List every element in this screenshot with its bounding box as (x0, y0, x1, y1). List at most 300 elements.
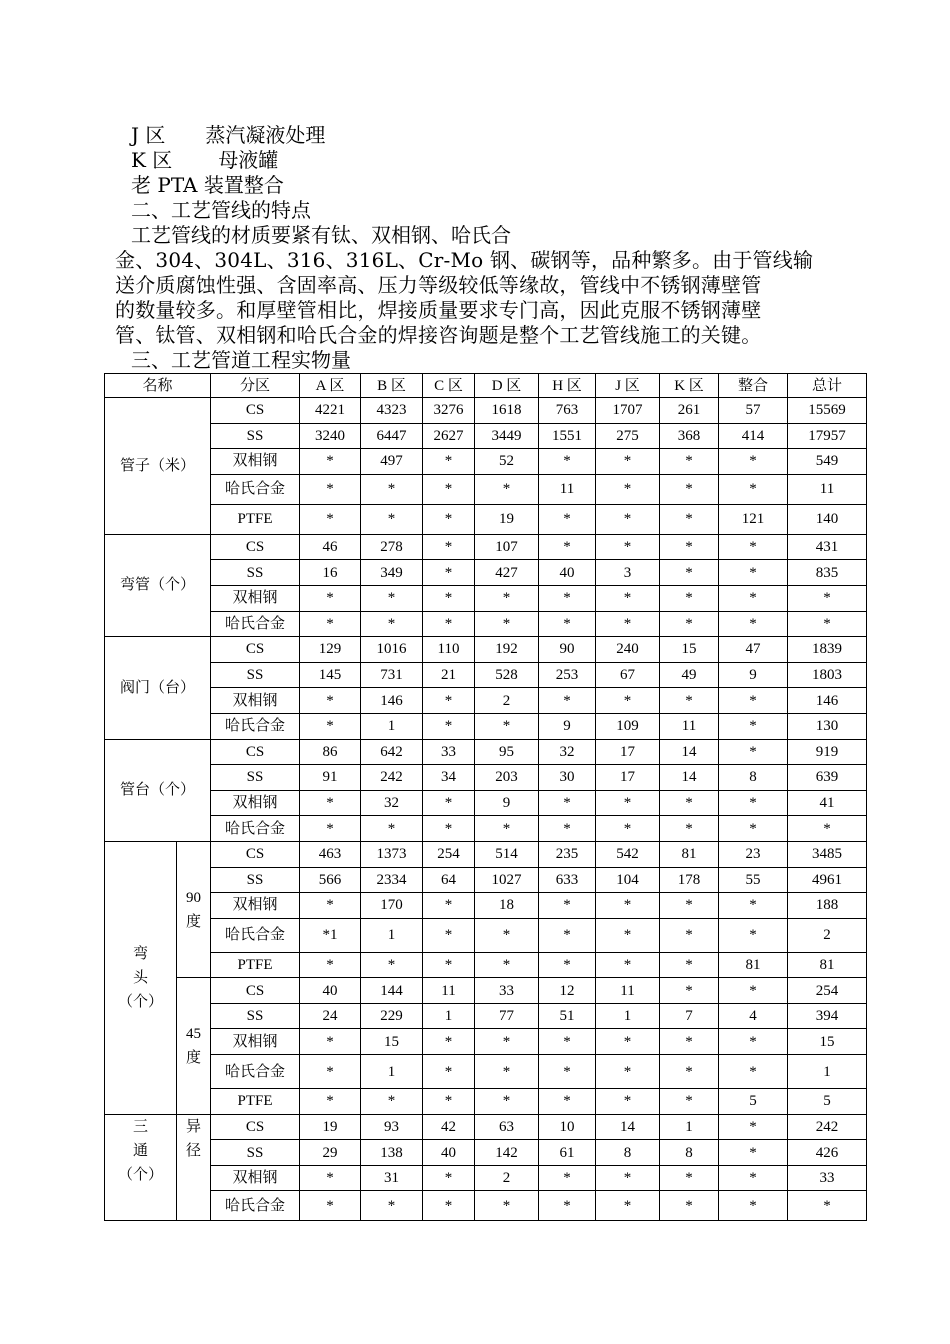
value-cell: * (423, 713, 475, 739)
value-cell: 1 (596, 1003, 660, 1029)
value-cell: 9 (539, 713, 596, 739)
value-cell: * (719, 611, 788, 637)
value-cell: 763 (539, 398, 596, 424)
value-cell: * (539, 534, 596, 560)
material-cell: 双相钢 (211, 893, 300, 919)
total-cell: 1803 (788, 662, 867, 688)
value-cell: * (475, 816, 539, 842)
area-line-j (131, 123, 325, 148)
header-cell: 总计 (788, 374, 867, 398)
value-cell: 254 (423, 841, 475, 867)
header-cell: C 区 (423, 374, 475, 398)
value-cell: * (475, 1089, 539, 1115)
total-cell: 11 (788, 474, 867, 504)
value-cell: 40 (423, 1140, 475, 1166)
value-cell: * (300, 1029, 361, 1055)
value-cell: 93 (361, 1114, 423, 1140)
value-cell: 46 (300, 534, 361, 560)
quantity-table (104, 373, 867, 1221)
value-cell: * (300, 713, 361, 739)
table-row (105, 1114, 867, 1140)
value-cell: 1027 (475, 867, 539, 893)
value-cell: * (539, 688, 596, 714)
value-cell: 5 (719, 1089, 788, 1115)
value-cell: * (423, 893, 475, 919)
value-cell: * (475, 1191, 539, 1221)
value-cell: 40 (539, 560, 596, 586)
value-cell: 349 (361, 560, 423, 586)
value-cell: * (596, 585, 660, 611)
value-cell: * (423, 1029, 475, 1055)
tee-label-cell-part: 通 (132, 1142, 148, 1159)
material-cell: SS (211, 765, 300, 791)
table-row (105, 398, 867, 424)
tee-sublabel-cell-part: 异 (185, 1118, 201, 1135)
value-cell: * (300, 1191, 361, 1221)
angle-label-cell-part: 度 (185, 913, 201, 930)
value-cell: 4221 (300, 398, 361, 424)
header-cell: J 区 (596, 374, 660, 398)
value-cell: * (660, 790, 719, 816)
value-cell: * (361, 816, 423, 842)
value-cell: * (475, 611, 539, 637)
total-cell: 1839 (788, 637, 867, 663)
value-cell: 2 (475, 1165, 539, 1191)
table-row (105, 1029, 867, 1055)
value-cell: 240 (596, 637, 660, 663)
total-cell: * (788, 1191, 867, 1221)
value-cell: 142 (475, 1140, 539, 1166)
value-cell: * (475, 918, 539, 952)
value-cell: * (660, 1089, 719, 1115)
value-cell: 170 (361, 893, 423, 919)
paragraph-line: 送介质腐蚀性强、含固率高、压力等级较低等缘故，管线中不锈钢薄壁管 (115, 273, 762, 297)
table-row (105, 637, 867, 663)
value-cell: * (660, 1029, 719, 1055)
material-cell: 哈氏合金 (211, 474, 300, 504)
material-cell: CS (211, 637, 300, 663)
value-cell: * (300, 952, 361, 978)
value-cell: 2 (475, 688, 539, 714)
header-cell: D 区 (475, 374, 539, 398)
value-cell: 32 (361, 790, 423, 816)
material-cell: CS (211, 841, 300, 867)
material-cell: CS (211, 398, 300, 424)
value-cell: * (361, 952, 423, 978)
value-cell: * (719, 713, 788, 739)
value-cell: 3276 (423, 398, 475, 424)
value-cell: 55 (719, 867, 788, 893)
area-code: K 区 (131, 148, 173, 172)
value-cell: 8 (596, 1140, 660, 1166)
value-cell: * (719, 474, 788, 504)
angle-label-cell-part: 度 (185, 1049, 201, 1066)
total-cell: 431 (788, 534, 867, 560)
value-cell: * (719, 449, 788, 475)
value-cell: * (596, 1029, 660, 1055)
section-heading-3: 三、工艺管道工程实物量 (131, 348, 351, 372)
value-cell: 30 (539, 765, 596, 791)
value-cell: 731 (361, 662, 423, 688)
value-cell: * (423, 611, 475, 637)
table-row (105, 1003, 867, 1029)
table-row (105, 611, 867, 637)
value-cell: * (539, 1029, 596, 1055)
value-cell: * (660, 893, 719, 919)
value-cell: 52 (475, 449, 539, 475)
value-cell: 47 (719, 637, 788, 663)
table-row (105, 449, 867, 475)
value-cell: * (539, 918, 596, 952)
value-cell: 57 (719, 398, 788, 424)
value-cell: 275 (596, 423, 660, 449)
value-cell: 33 (423, 739, 475, 765)
value-cell: * (475, 474, 539, 504)
value-cell: * (423, 1165, 475, 1191)
value-cell: * (475, 1055, 539, 1089)
material-cell: 双相钢 (211, 1029, 300, 1055)
header-cell: 整合 (719, 374, 788, 398)
value-cell: * (423, 918, 475, 952)
table-header-row (105, 374, 867, 398)
total-cell: 17957 (788, 423, 867, 449)
value-cell: 642 (361, 739, 423, 765)
table-row (105, 688, 867, 714)
table-row (105, 1089, 867, 1115)
value-cell: 192 (475, 637, 539, 663)
total-cell: 254 (788, 978, 867, 1004)
value-cell: 1618 (475, 398, 539, 424)
value-cell: * (423, 1191, 475, 1221)
value-cell: 51 (539, 1003, 596, 1029)
value-cell: * (423, 585, 475, 611)
value-cell: 138 (361, 1140, 423, 1166)
value-cell: 24 (300, 1003, 361, 1029)
table-row (105, 713, 867, 739)
value-cell: * (539, 585, 596, 611)
total-cell: 919 (788, 739, 867, 765)
value-cell: 61 (539, 1140, 596, 1166)
value-cell: 3240 (300, 423, 361, 449)
header-cell: A 区 (300, 374, 361, 398)
table-row (105, 560, 867, 586)
value-cell: 77 (475, 1003, 539, 1029)
table-row (105, 1140, 867, 1166)
angle-label-cell-part: 90 (186, 889, 201, 906)
value-cell: 528 (475, 662, 539, 688)
material-cell: 哈氏合金 (211, 816, 300, 842)
value-cell: 253 (539, 662, 596, 688)
elbow-label-cell-part: （个） (117, 993, 163, 1010)
material-cell: 双相钢 (211, 1165, 300, 1191)
table-row (105, 978, 867, 1004)
header-cell: 名称 (105, 374, 211, 398)
value-cell: 23 (719, 841, 788, 867)
value-cell: 109 (596, 713, 660, 739)
value-cell: 278 (361, 534, 423, 560)
area-name: 母液罐 (218, 148, 279, 172)
total-cell: 639 (788, 765, 867, 791)
value-cell: * (660, 952, 719, 978)
value-cell: 42 (423, 1114, 475, 1140)
value-cell: 235 (539, 841, 596, 867)
value-cell: * (719, 918, 788, 952)
value-cell: 21 (423, 662, 475, 688)
angle-label-cell (177, 841, 211, 977)
value-cell: 34 (423, 765, 475, 791)
value-cell: 81 (660, 841, 719, 867)
material-cell: SS (211, 662, 300, 688)
total-cell: 15 (788, 1029, 867, 1055)
value-cell: * (660, 1055, 719, 1089)
total-cell: 394 (788, 1003, 867, 1029)
value-cell: 145 (300, 662, 361, 688)
value-cell: * (719, 1140, 788, 1166)
value-cell: * (719, 790, 788, 816)
value-cell: * (539, 952, 596, 978)
value-cell: 15 (361, 1029, 423, 1055)
value-cell: * (300, 449, 361, 475)
value-cell: 86 (300, 739, 361, 765)
value-cell: * (539, 504, 596, 534)
material-cell: PTFE (211, 952, 300, 978)
material-cell: 哈氏合金 (211, 1191, 300, 1221)
value-cell: * (719, 560, 788, 586)
angle-label-cell-part: 45 (186, 1025, 201, 1042)
tee-label-cell-part: （个） (117, 1166, 163, 1183)
value-cell: * (475, 585, 539, 611)
value-cell: * (361, 474, 423, 504)
header-cell: K 区 (660, 374, 719, 398)
value-cell: * (300, 504, 361, 534)
value-cell: * (596, 504, 660, 534)
value-cell: * (423, 688, 475, 714)
value-cell: 368 (660, 423, 719, 449)
table-row (105, 1165, 867, 1191)
total-cell: 130 (788, 713, 867, 739)
value-cell: *1 (300, 918, 361, 952)
value-cell: 16 (300, 560, 361, 586)
value-cell: * (596, 534, 660, 560)
value-cell: * (596, 688, 660, 714)
total-cell: 4961 (788, 867, 867, 893)
table-row (105, 816, 867, 842)
value-cell: * (300, 790, 361, 816)
table-row (105, 790, 867, 816)
angle-label-cell (177, 978, 211, 1114)
material-cell: 哈氏合金 (211, 611, 300, 637)
value-cell: 8 (660, 1140, 719, 1166)
value-cell: * (719, 1191, 788, 1221)
value-cell: * (423, 560, 475, 586)
material-cell: PTFE (211, 1089, 300, 1115)
value-cell: 29 (300, 1140, 361, 1166)
material-cell: CS (211, 978, 300, 1004)
value-cell: * (361, 1089, 423, 1115)
value-cell: 6447 (361, 423, 423, 449)
value-cell: 9 (719, 662, 788, 688)
value-cell: * (423, 1089, 475, 1115)
material-cell: SS (211, 560, 300, 586)
value-cell: * (660, 1191, 719, 1221)
total-cell: 242 (788, 1114, 867, 1140)
total-cell: 1 (788, 1055, 867, 1089)
value-cell: 242 (361, 765, 423, 791)
value-cell: * (539, 449, 596, 475)
value-cell: * (475, 1029, 539, 1055)
value-cell: * (300, 1089, 361, 1115)
table-row (105, 918, 867, 952)
value-cell: * (423, 952, 475, 978)
material-cell: SS (211, 1140, 300, 1166)
header-cell: B 区 (361, 374, 423, 398)
table-row (105, 739, 867, 765)
value-cell: * (719, 739, 788, 765)
elbow-label-cell (105, 841, 177, 1114)
total-cell: * (788, 585, 867, 611)
value-cell: 566 (300, 867, 361, 893)
group-label-cell: 管子（米） (105, 398, 211, 535)
value-cell: * (719, 1055, 788, 1089)
value-cell: 3449 (475, 423, 539, 449)
total-cell: 41 (788, 790, 867, 816)
header-cell: H 区 (539, 374, 596, 398)
value-cell: 144 (361, 978, 423, 1004)
value-cell: * (596, 449, 660, 475)
table-row (105, 662, 867, 688)
value-cell: 203 (475, 765, 539, 791)
material-cell: 双相钢 (211, 688, 300, 714)
material-cell: 哈氏合金 (211, 713, 300, 739)
value-cell: * (596, 474, 660, 504)
value-cell: * (596, 1089, 660, 1115)
material-cell: SS (211, 867, 300, 893)
value-cell: * (660, 534, 719, 560)
value-cell: * (660, 585, 719, 611)
value-cell: * (423, 534, 475, 560)
value-cell: 33 (475, 978, 539, 1004)
value-cell: 7 (660, 1003, 719, 1029)
value-cell: 2334 (361, 867, 423, 893)
value-cell: 12 (539, 978, 596, 1004)
value-cell: 110 (423, 637, 475, 663)
value-cell: * (660, 474, 719, 504)
value-cell: 11 (596, 978, 660, 1004)
material-cell: 双相钢 (211, 585, 300, 611)
total-cell: * (788, 816, 867, 842)
value-cell: 229 (361, 1003, 423, 1029)
value-cell: 90 (539, 637, 596, 663)
value-cell: 9 (475, 790, 539, 816)
paragraph-first-line: 工艺管线的材质要紧有钛、双相钢、哈氏合 (131, 223, 511, 247)
value-cell: * (719, 893, 788, 919)
value-cell: * (300, 688, 361, 714)
value-cell: * (596, 790, 660, 816)
value-cell: 1 (660, 1114, 719, 1140)
tee-label-cell-part: 三 (132, 1118, 148, 1135)
value-cell: * (596, 952, 660, 978)
value-cell: * (300, 611, 361, 637)
group-label-cell: 阀门（台） (105, 637, 211, 739)
material-cell: 双相钢 (211, 790, 300, 816)
value-cell: 15 (660, 637, 719, 663)
value-cell: 178 (660, 867, 719, 893)
value-cell: 19 (300, 1114, 361, 1140)
value-cell: 64 (423, 867, 475, 893)
value-cell: 40 (300, 978, 361, 1004)
value-cell: 1 (361, 1055, 423, 1089)
value-cell: * (719, 1114, 788, 1140)
total-cell: 146 (788, 688, 867, 714)
value-cell: * (423, 816, 475, 842)
value-cell: 104 (596, 867, 660, 893)
value-cell: * (361, 504, 423, 534)
value-cell: 17 (596, 765, 660, 791)
table-row (105, 504, 867, 534)
total-cell: * (788, 611, 867, 637)
value-cell: 427 (475, 560, 539, 586)
value-cell: * (719, 585, 788, 611)
value-cell: 1 (423, 1003, 475, 1029)
value-cell: 1707 (596, 398, 660, 424)
value-cell: * (596, 918, 660, 952)
value-cell: * (539, 1089, 596, 1115)
group-label-cell: 管台（个） (105, 739, 211, 841)
value-cell: * (300, 585, 361, 611)
value-cell: 121 (719, 504, 788, 534)
value-cell: 8 (719, 765, 788, 791)
value-cell: 81 (719, 952, 788, 978)
value-cell: * (596, 816, 660, 842)
table-row (105, 893, 867, 919)
total-cell: 5 (788, 1089, 867, 1115)
value-cell: * (660, 978, 719, 1004)
value-cell: * (361, 611, 423, 637)
total-cell: 3485 (788, 841, 867, 867)
value-cell: * (423, 474, 475, 504)
table-row (105, 1055, 867, 1089)
value-cell: 4323 (361, 398, 423, 424)
table-row (105, 867, 867, 893)
material-cell: SS (211, 1003, 300, 1029)
value-cell: 11 (660, 713, 719, 739)
value-cell: * (423, 790, 475, 816)
table-row (105, 585, 867, 611)
value-cell: * (300, 474, 361, 504)
value-cell: 67 (596, 662, 660, 688)
total-cell: 140 (788, 504, 867, 534)
table-row (105, 423, 867, 449)
elbow-label-cell-part: 头 (132, 969, 148, 986)
value-cell: * (596, 1165, 660, 1191)
table-row (105, 474, 867, 504)
material-cell: 哈氏合金 (211, 918, 300, 952)
value-cell: * (423, 504, 475, 534)
value-cell: * (361, 1191, 423, 1221)
value-cell: 146 (361, 688, 423, 714)
total-cell: 2 (788, 918, 867, 952)
value-cell: * (475, 952, 539, 978)
value-cell: * (660, 504, 719, 534)
value-cell: * (423, 449, 475, 475)
material-cell: 双相钢 (211, 449, 300, 475)
total-cell: 33 (788, 1165, 867, 1191)
value-cell: * (300, 893, 361, 919)
value-cell: 3 (596, 560, 660, 586)
value-cell: 129 (300, 637, 361, 663)
value-cell: 49 (660, 662, 719, 688)
total-cell: 835 (788, 560, 867, 586)
